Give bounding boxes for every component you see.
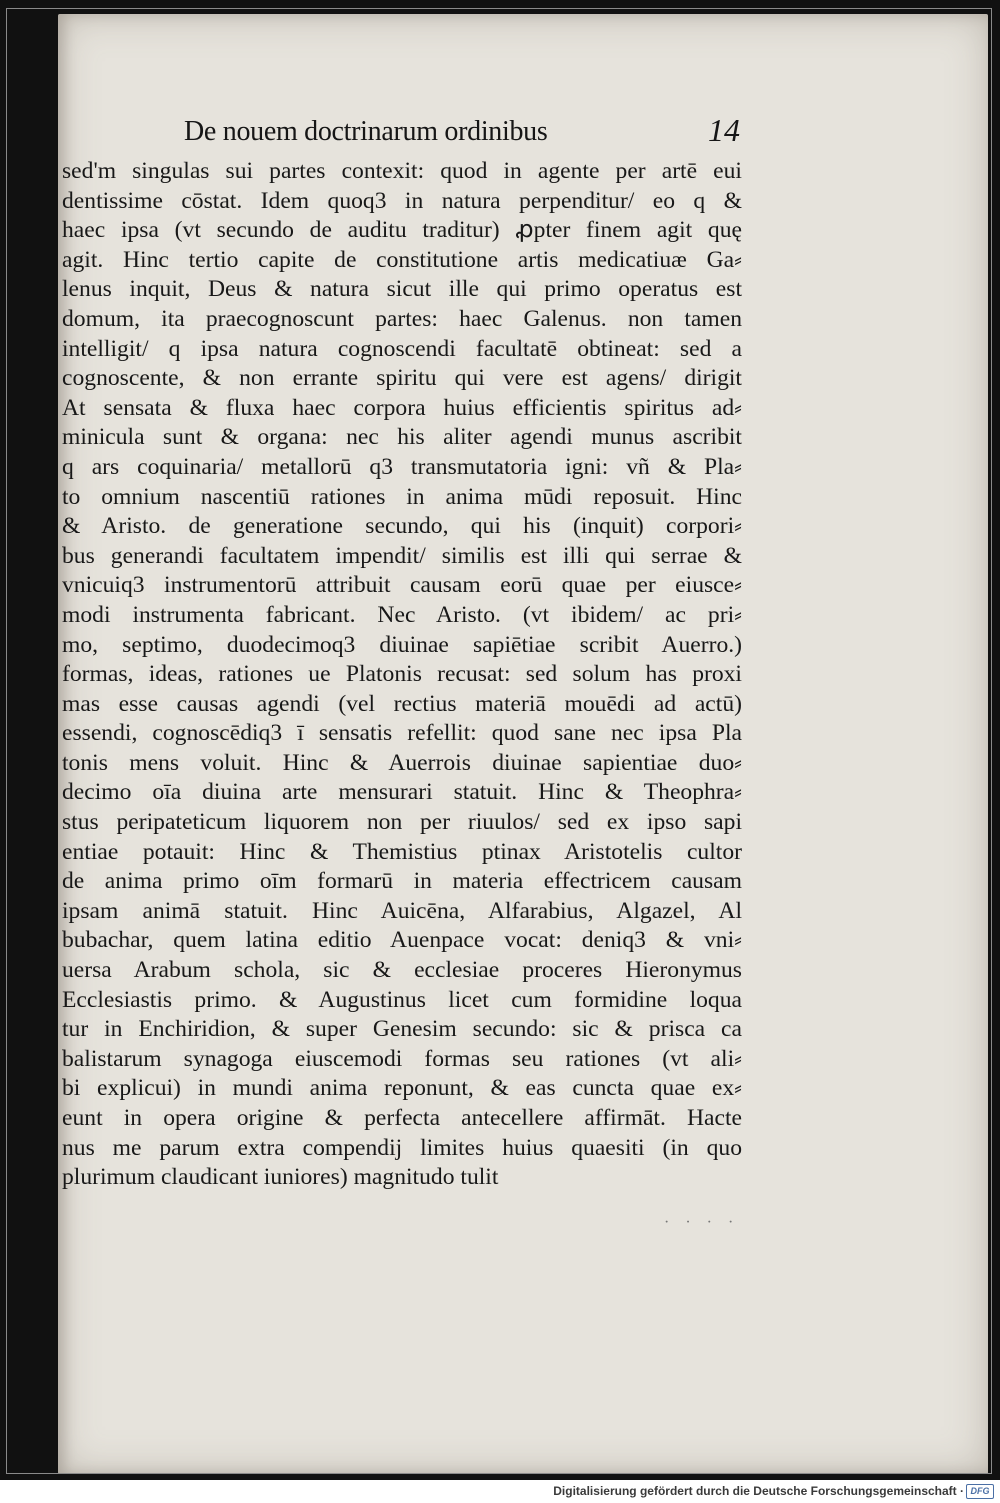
text-line: haec ipsa (vt secundo de auditu traditur) ꝓpter finem agit quę — [62, 217, 742, 244]
folio-number: 14 — [708, 112, 740, 148]
text-line: q ars coquinaria/ metallorū q3 transmutatoria igni: vñ & Pla⸗ — [62, 453, 742, 480]
text-line: mo, septimo, duodecimoq3 diuinae sapiētiae scribit Auerro.) — [62, 631, 742, 658]
text-line: & Aristo. de generatione secundo, qui his (inquit) corpori⸗ — [62, 513, 742, 540]
text-line: minicula sunt & organa: nec his aliter agendi munus ascribit — [62, 424, 742, 451]
text-line: entiae potauit: Hinc & Themistius ptinax Aristotelis cultor — [62, 838, 742, 865]
text-line: formas, ideas, rationes ue Platonis recusat: sed solum has proxi — [62, 661, 742, 688]
text-line: to omnium nascentiū rationes in anima mūdi reposuit. Hinc — [62, 483, 742, 510]
text-line: de anima primo oīm formarū in materia effectricem causam — [62, 868, 742, 895]
text-line: intelligit/ q ipsa natura cognoscendi facultatē obtineat: sed a — [62, 335, 742, 362]
main-text — [62, 157, 742, 1193]
text-line: Ecclesiastis primo. & Augustinus licet cum formidine loqua — [62, 986, 742, 1013]
text-line: stus peripateticum liquorem non per riuulos/ sed ex ipso sapi — [62, 809, 742, 836]
text-line: plurimum claudicant iuniores) magnitudo tulit — [62, 1164, 499, 1191]
text-line: uersa Arabum schola, sic & ecclesiae proceres Hieronymus — [62, 957, 742, 984]
text-line: nus me parum extra compendij limites huius quaesiti (in quo — [62, 1134, 742, 1161]
text-line: modi instrumenta fabricant. Nec Aristo. (vt ibidem/ ac pri⸗ — [62, 601, 742, 628]
text-line: bi explicui) in mundi anima reponunt, & eas cuncta quae ex⸗ — [62, 1075, 742, 1102]
text-line: ipsam animā statuit. Hinc Auicēna, Alfarabius, Algazel, Al — [62, 897, 742, 924]
footer-credit: Digitalisierung gefördert durch die Deutsche Forschungsgemeinschaft · — [553, 1484, 964, 1498]
text-line: vnicuiq3 instrumentorū attribuit causam eorū quae per eiusce⸗ — [62, 572, 742, 599]
text-line: tonis mens voluit. Hinc & Auerrois diuinae sapientiae duo⸗ — [62, 749, 742, 776]
text-line: decimo oīa diuina arte mensurari statuit. Hinc & Theophra⸗ — [62, 779, 742, 806]
text-line: sed'm singulas sui partes contexit: quod in agente per artē eui — [62, 158, 742, 184]
text-line: bubachar, quem latina editio Auenpace vocat: deniq3 & vni⸗ — [62, 927, 742, 954]
text-line: bus generandi facultatem impendit/ similis est illi qui serrae & — [62, 542, 742, 569]
catchword-marks: · · · · — [664, 1214, 740, 1231]
text-line: lenus inquit, Deus & natura sicut ille qui primo operatus est — [62, 276, 742, 303]
dfg-logo: DFG — [966, 1484, 994, 1499]
text-line: tur in Enchiridion, & super Genesim secundo: sic & prisca ca — [62, 1016, 742, 1043]
running-title: De nouem doctrinarum ordinibus — [184, 116, 548, 147]
text-line: mas esse causas agendi (vel rectius materiā mouēdi ad actū) — [62, 690, 742, 717]
text-line: cognoscente, & non errante spiritu qui vere est agens/ dirigit — [62, 365, 742, 392]
text-line: dentissime cōstat. Idem quoq3 in natura perpenditur/ eo q & — [62, 187, 742, 214]
text-line: domum, ita praecognoscunt partes: haec Galenus. non tamen — [62, 305, 742, 332]
text-line: balistarum synagoga eiuscemodi formas seu rationes (vt ali⸗ — [62, 1045, 742, 1072]
text-line: At sensata & fluxa haec corpora huius efficientis spiritus ad⸗ — [62, 394, 742, 421]
text-line: agit. Hinc tertio capite de constitutione artis medicatiuæ Ga⸗ — [62, 246, 742, 273]
text-line: eunt in opera origine & perfecta antecellere affirmāt. Hacte — [62, 1105, 742, 1131]
text-line: essendi, cognoscēdiq3 ī sensatis refellit: quod sane nec ipsa Pla — [62, 720, 742, 747]
